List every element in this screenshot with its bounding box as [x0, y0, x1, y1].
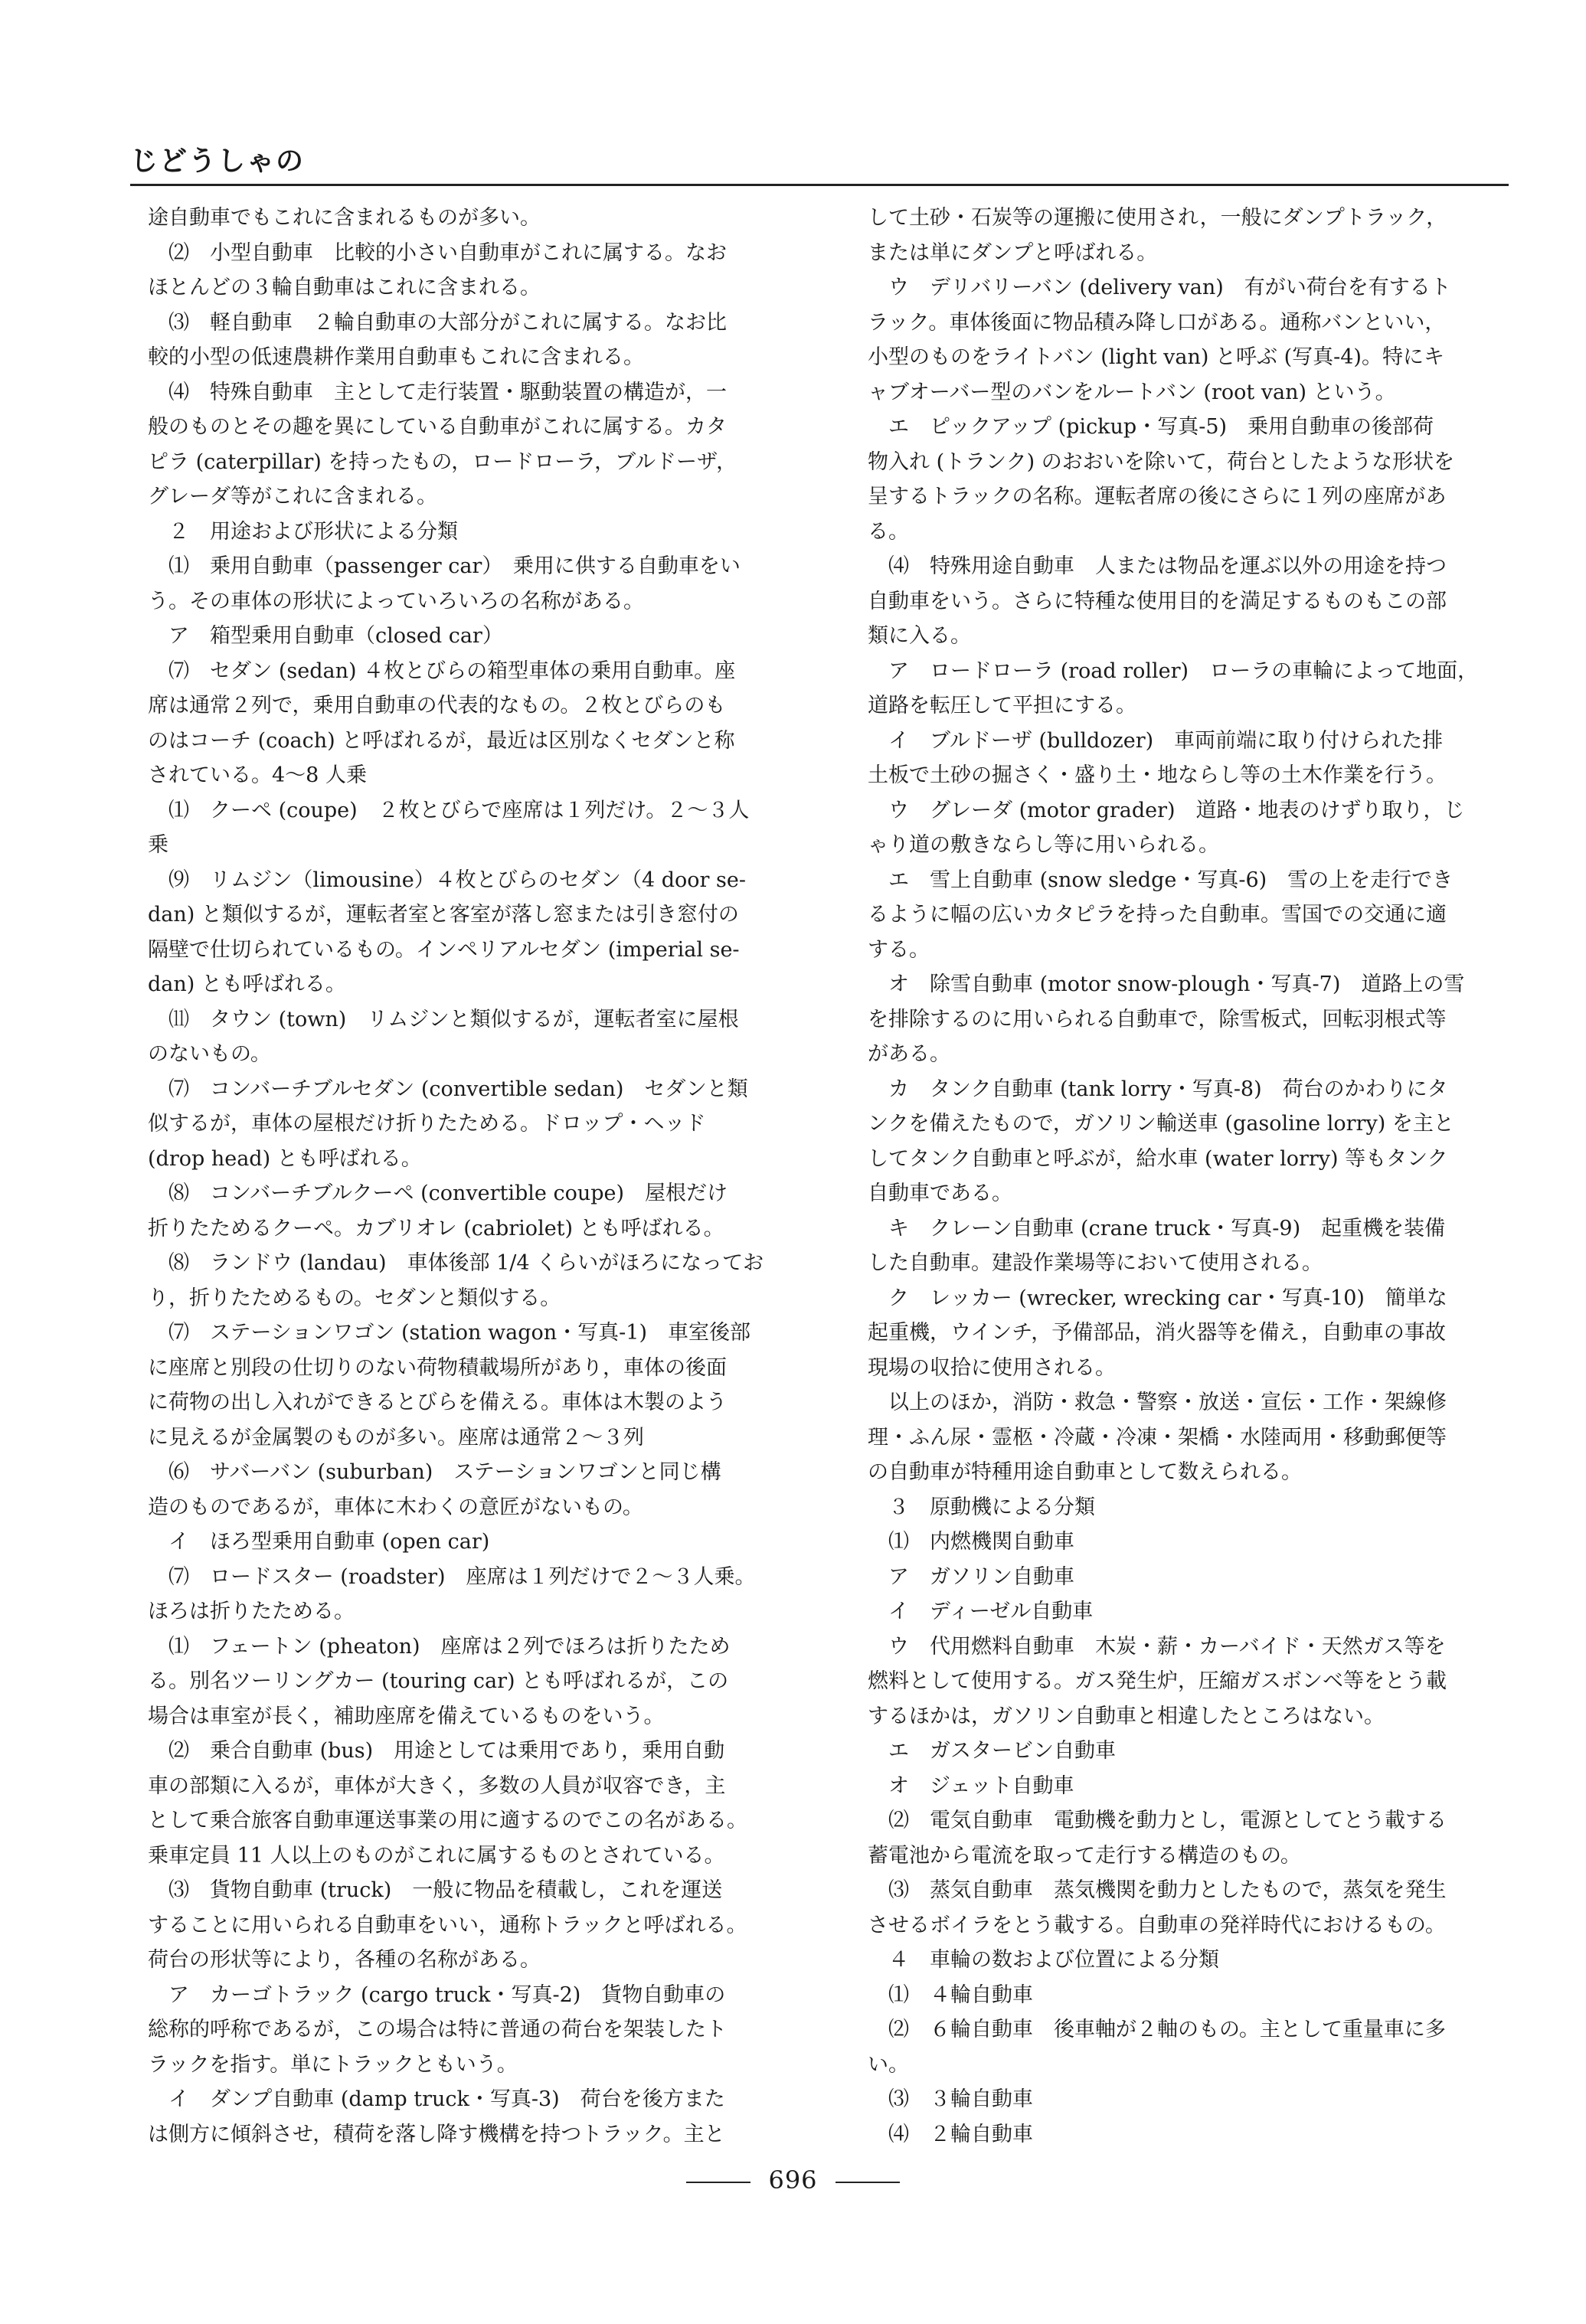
text-line: して土砂・石炭等の運搬に使用され，一般にダンプトラック，: [868, 206, 1447, 230]
text-line: エ ガスタービン自動車: [868, 1739, 1116, 1763]
text-line: の自動車が特種用途自動車として数えられる。: [868, 1460, 1302, 1484]
text-line: 道路を転圧して平担にする。: [868, 694, 1136, 717]
text-line: (drop head) とも呼ばれる。: [148, 1146, 422, 1171]
footer-dash-left: [686, 2182, 750, 2183]
text-line: ⑺ コンバーチブルセダン (convertible sedan) セダンと類: [148, 1077, 748, 1101]
text-line: に見えるが金属製のものが多い。座席は通常２～３列: [148, 1425, 644, 1450]
text-line: イ ブルドーザ (bulldozer) 車両前端に取り付けられた排: [868, 728, 1444, 753]
text-line: 似するが，車体の屋根だけ折りたためる。ドロップ・ヘッド: [148, 1112, 706, 1136]
text-line: した自動車。建設作業場等において使用される。: [868, 1251, 1323, 1275]
text-line: ⑶ 軽自動車 ２輪自動車の大部分がこれに属する。なお比: [148, 310, 727, 335]
text-line: されている。4～8 人乗: [148, 763, 367, 787]
text-line: 起重機，ウインチ，予備部品，消火器等を備え，自動車の事故: [868, 1321, 1446, 1345]
text-line: ⑾ タウン (town) リムジンと類似するが，運転者室に屋根: [148, 1007, 739, 1031]
text-line: ⑺ ステーションワゴン (station wagon・写真-1) 車室後部: [148, 1321, 750, 1345]
text-line: 蓄電池から電流を取って走行する構造のもの。: [868, 1843, 1301, 1868]
text-line: ⑴ ４輪自動車: [868, 1982, 1033, 2007]
text-line: ⑴ 内燃機関自動車: [868, 1530, 1074, 1554]
text-line: 小型のものをライトバン (light van) と呼ぶ (写真-4)。特にキ: [868, 345, 1444, 369]
text-line: 席は通常２列で，乗用自動車の代表的なもの。２枚とびらのも: [148, 694, 726, 717]
text-line: い。: [868, 2052, 909, 2077]
text-line: に荷物の出し入れができるとびらを備える。車体は木製のよう: [148, 1391, 727, 1414]
text-line: ア ガソリン自動車: [868, 1564, 1074, 1589]
text-line: は側方に傾斜させ，積荷を落し降す機構を持つトラック。主と: [148, 2122, 725, 2146]
text-line: 場合は車室が長く，補助座席を備えているものをいう。: [148, 1704, 665, 1728]
text-line: オ ジェット自動車: [868, 1773, 1074, 1798]
text-line: ンクを備えたもので，ガソリン輸送車 (gasoline lorry) を主と: [868, 1112, 1454, 1136]
text-line: 以上のほか，消防・救急・警察・放送・宣伝・工作・架線修: [868, 1391, 1447, 1414]
text-line: ⑹ サバーバン (suburban) ステーションワゴンと同じ構: [148, 1460, 721, 1484]
text-line: 自動車である。: [868, 1182, 1012, 1205]
page-footer: [0, 2165, 1586, 2195]
text-line: ラックを指す。単にトラックともいう。: [148, 2052, 518, 2077]
text-line: 較的小型の低速農耕作業用自動車もこれに含まれる。: [148, 345, 644, 369]
text-line: ク レッカー (wrecker, wrecking car・写真-10) 簡単な: [868, 1286, 1447, 1310]
text-line: 荷台の形状等により，各種の名称がある。: [148, 1948, 541, 1972]
text-line: ⑶ 貨物自動車 (truck) 一般に物品を積載し，これを運送: [148, 1878, 723, 1902]
text-line: ャブオーバー型のバンをルートバン (root van) という。: [868, 380, 1396, 404]
text-line: ⑷ ２輪自動車: [868, 2122, 1033, 2146]
text-line: ⑵ 小型自動車 比較的小さい自動車がこれに属する。なお: [148, 240, 727, 265]
text-line: ⑷ 特殊用途自動車 人または物品を運ぶ以外の用途を持つ: [868, 554, 1447, 578]
text-line: ⑵ ６輪自動車 後車軸が２軸のもの。主として重量車に多: [868, 2018, 1446, 2041]
text-line: グレーダ等がこれに含まれる。: [148, 485, 437, 508]
text-line: イ ディーゼル自動車: [868, 1600, 1094, 1623]
text-line: ２ 用途および形状による分類: [148, 519, 458, 544]
text-line: ⑴ クーペ (coupe) ２枚とびらで座席は１列だけ。２～３人: [148, 798, 750, 822]
text-line: ラック。車体後面に物品積み降し口がある。通称バンといい，: [868, 310, 1446, 335]
text-line: ⑼ リムジン（limousine）４枚とびらのセダン（4 door se-: [148, 868, 746, 892]
text-line: 類に入る。: [868, 624, 971, 648]
text-line: 造のものであるが，車体に木わくの意匠がないもの。: [148, 1495, 643, 1519]
text-line: 折りたためるクーペ。カブリオレ (cabriolet) とも呼ばれる。: [148, 1216, 724, 1240]
footer-dash-right: [836, 2182, 900, 2183]
text-line: ⑴ フェートン (pheaton) 座席は２列でほろは折りたため: [148, 1634, 731, 1659]
text-line: エ 雪上自動車 (snow sledge・写真-6) 雪の上を走行でき: [868, 868, 1454, 892]
text-line: を排除するのに用いられる自動車で，除雪板式，回転羽根式等: [868, 1007, 1447, 1031]
text-line: キ クレーン自動車 (crane truck・写真-9) 起重機を装備: [868, 1216, 1446, 1240]
text-line: ウ 代用燃料自動車 木炭・薪・カーバイド・天然ガス等を: [868, 1634, 1446, 1659]
text-line: 般のものとその趣を異にしている自動車がこれに属する。カタ: [148, 415, 727, 439]
text-line: 現場の収拾に使用される。: [868, 1355, 1116, 1380]
text-line: 土板で土砂の掘さく・盛り土・地ならし等の土木作業を行う。: [868, 763, 1447, 787]
text-line: ほろは折りたためる。: [148, 1600, 355, 1623]
text-line: ⑺ セダン (sedan) ４枚とびらの箱型車体の乗用自動車。座: [148, 659, 736, 683]
page-number: 696: [768, 2165, 818, 2195]
page-header-title: じどうしゃの: [130, 145, 306, 177]
text-line: ⑶ ３輪自動車: [868, 2087, 1033, 2111]
text-line: ４ 車輪の数および位置による分類: [868, 1948, 1219, 1972]
text-line: ⑷ 特殊自動車 主として走行装置・駆動装置の構造が，一: [148, 380, 727, 404]
text-line: ア カーゴトラック (cargo truck・写真-2) 貨物自動車の: [148, 1982, 726, 2007]
text-line: 物入れ (トランク) のおおいを除いて，荷台としたような形状を: [868, 449, 1455, 474]
text-line: エ ピックアップ (pickup・写真-5) 乗用自動車の後部荷: [868, 415, 1434, 439]
text-line: ほとんどの３輪自動車はこれに含まれる。: [148, 276, 541, 299]
text-line: ⑴ 乗用自動車（passenger car） 乗用に供する自動車をい: [148, 554, 741, 578]
text-line: ア 箱型乗用自動車（closed car）: [148, 624, 503, 648]
text-line: 総称的呼称であるが，この場合は特に普通の荷台を架装したト: [148, 2018, 727, 2041]
text-line: dan) とも呼ばれる。: [148, 972, 346, 996]
text-line: 隔壁で仕切られているもの。インペリアルセダン (imperial se-: [148, 937, 740, 962]
text-line: ⑶ 蒸気自動車 蒸気機関を動力としたもので，蒸気を発生: [868, 1878, 1447, 1902]
text-line: dan) と類似するが，運転者室と客室が落し窓または引き窓付の: [148, 903, 739, 927]
text-line: 車の部類に入るが，車体が大きく，多数の人員が収容でき，主: [148, 1773, 726, 1798]
text-line: 乗車定員 11 人以上のものがこれに属するものとされている。: [148, 1843, 725, 1868]
text-line: ウ グレーダ (motor grader) 道路・地表のけずり取り，じ: [868, 798, 1465, 822]
text-line: カ タンク自動車 (tank lorry・写真-8) 荷台のかわりにタ: [868, 1077, 1448, 1101]
text-line: として乗合旅客自動車運送事業の用に適するのでこの名がある。: [148, 1809, 747, 1832]
text-line: ピラ (caterpillar) を持ったもの，ロードローラ，ブルドーザ，: [148, 449, 737, 474]
text-line: ⑵ 乗合自動車 (bus) 用途としては乗用であり，乗用自動: [148, 1739, 725, 1763]
text-line: るように幅の広いカタピラを持った自動車。雪国での交通に適: [868, 903, 1447, 927]
text-line: イ ダンプ自動車 (damp truck・写真-3) 荷台を後方また: [148, 2087, 725, 2111]
right-column: [868, 201, 1519, 2152]
text-line: ３ 原動機による分類: [868, 1495, 1095, 1519]
header-rule: [130, 184, 1509, 186]
text-line: ゃり道の敷きならし等に用いられる。: [868, 833, 1219, 857]
text-line: ア ロードローラ (road roller) ローラの車輪によって地面，: [868, 659, 1479, 683]
text-line: 呈するトラックの名称。運転者席の後にさらに１列の座席があ: [868, 485, 1447, 508]
text-line: 途自動車でもこれに含まれるものが多い。: [148, 206, 541, 230]
text-line: ⑺ ロードスター (roadster) 座席は１列だけで２～３人乗。: [148, 1564, 756, 1589]
text-line: ⑵ 電気自動車 電動機を動力とし，電源としてとう載する: [868, 1809, 1447, 1832]
text-line: 理・ふん尿・霊柩・冷蔵・冷凍・架橋・水陸両用・移動郵便等: [868, 1425, 1447, 1450]
text-line: イ ほろ型乗用自動車 (open car): [148, 1530, 490, 1554]
text-line: させるボイラをとう載する。自動車の発祥時代におけるもの。: [868, 1913, 1446, 1937]
text-line: がある。: [868, 1042, 950, 1066]
text-line: のはコーチ (coach) と呼ばれるが，最近は区別なくセダンと称: [148, 728, 735, 753]
text-line: ⑻ コンバーチブルクーペ (convertible coupe) 屋根だけ: [148, 1182, 728, 1205]
text-line: のないもの。: [148, 1042, 271, 1066]
text-line: 乗: [148, 833, 168, 857]
text-line: 燃料として使用する。ガス発生炉，圧縮ガスボンベ等をとう載: [868, 1669, 1447, 1693]
text-line: う。その車体の形状によっていろいろの名称がある。: [148, 589, 644, 613]
text-line: することに用いられる自動車をいい，通称トラックと呼ばれる。: [148, 1913, 747, 1937]
text-line: に座席と別段の仕切りのない荷物積載場所があり，車体の後面: [148, 1355, 727, 1380]
text-line: または単にダンプと呼ばれる。: [868, 240, 1158, 265]
text-line: オ 除雪自動車 (motor snow-plough・写真-7) 道路上の雪: [868, 972, 1465, 996]
text-line: ウ デリバリーバン (delivery van) 有がい荷台を有するト: [868, 276, 1451, 299]
text-line: 自動車をいう。さらに特種な使用目的を満足するものもこの部: [868, 589, 1447, 613]
text-line: してタンク自動車と呼ぶが，給水車 (water lorry) 等もタンク: [868, 1146, 1448, 1171]
text-line: するほかは，ガソリン自動車と相違したところはない。: [868, 1704, 1385, 1728]
text-line: り，折りたためるもの。セダンと類似する。: [148, 1286, 561, 1310]
text-line: ⑻ ランドウ (landau) 車体後部 1/4 くらいがほろになってお: [148, 1251, 764, 1275]
text-line: る。: [868, 519, 909, 544]
left-column: [148, 201, 822, 2152]
text-line: する。: [868, 937, 930, 962]
text-line: る。別名ツーリングカー (touring car) とも呼ばれるが，この: [148, 1669, 729, 1693]
